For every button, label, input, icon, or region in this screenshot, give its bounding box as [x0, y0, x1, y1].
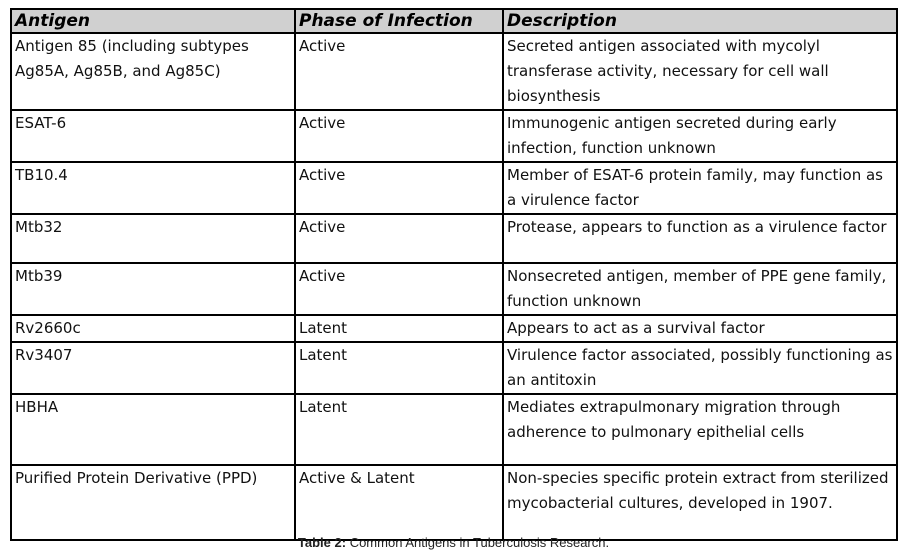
antigen-table-container [10, 8, 896, 541]
description-cell: Appears to act as a survival factor [503, 315, 897, 342]
description-cell: Mediates extrapulmonary migration through adherence to pulmonary epithelial cells [503, 394, 897, 465]
table-row [11, 315, 897, 342]
antigen-cell: HBHA [11, 394, 295, 465]
description-cell: Protease, appears to function as a virulence factor [503, 214, 897, 263]
header-antigen: Antigen [11, 9, 295, 33]
caption-label: Table 2: [297, 535, 347, 550]
antigen-cell: ESAT-6 [11, 110, 295, 162]
description-cell: Secreted antigen associated with mycolyl transferase activity, necessary for cell wall biosynthesis [503, 33, 897, 110]
phase-cell: Active [295, 33, 503, 110]
phase-cell: Active [295, 162, 503, 214]
phase-cell: Active [295, 263, 503, 315]
header-description: Description [503, 9, 897, 33]
antigen-cell: Mtb32 [11, 214, 295, 263]
antigen-table [10, 8, 898, 541]
phase-cell: Active [295, 110, 503, 162]
description-cell: Non-species specific protein extract from sterilized mycobacterial cultures, developed in 1907. [503, 465, 897, 540]
phase-cell: Latent [295, 315, 503, 342]
antigen-cell: Rv2660c [11, 315, 295, 342]
phase-cell: Active [295, 214, 503, 263]
caption-text: Common Antigens in Tuberculosis Research. [349, 535, 610, 550]
table-row [11, 110, 897, 162]
description-cell: Member of ESAT-6 protein family, may function as a virulence factor [503, 162, 897, 214]
description-cell: Immunogenic antigen secreted during early infection, function unknown [503, 110, 897, 162]
phase-cell: Active & Latent [295, 465, 503, 540]
antigen-cell: Purified Protein Derivative (PPD) [11, 465, 295, 540]
table-row [11, 162, 897, 214]
phase-cell: Latent [295, 394, 503, 465]
table-row [11, 465, 897, 540]
header-phase: Phase of Infection [295, 9, 503, 33]
table-row [11, 394, 897, 465]
phase-cell: Latent [295, 342, 503, 394]
antigen-cell: Mtb39 [11, 263, 295, 315]
description-cell: Nonsecreted antigen, member of PPE gene family, function unknown [503, 263, 897, 315]
description-cell: Virulence factor associated, possibly functioning as an antitoxin [503, 342, 897, 394]
table-row [11, 263, 897, 315]
header-row [11, 9, 897, 33]
table-row [11, 214, 897, 263]
table-caption [0, 535, 907, 550]
antigen-cell: TB10.4 [11, 162, 295, 214]
table-row [11, 342, 897, 394]
table-row [11, 33, 897, 110]
antigen-cell: Rv3407 [11, 342, 295, 394]
antigen-cell: Antigen 85 (including subtypes Ag85A, Ag85B, and Ag85C) [11, 33, 295, 110]
